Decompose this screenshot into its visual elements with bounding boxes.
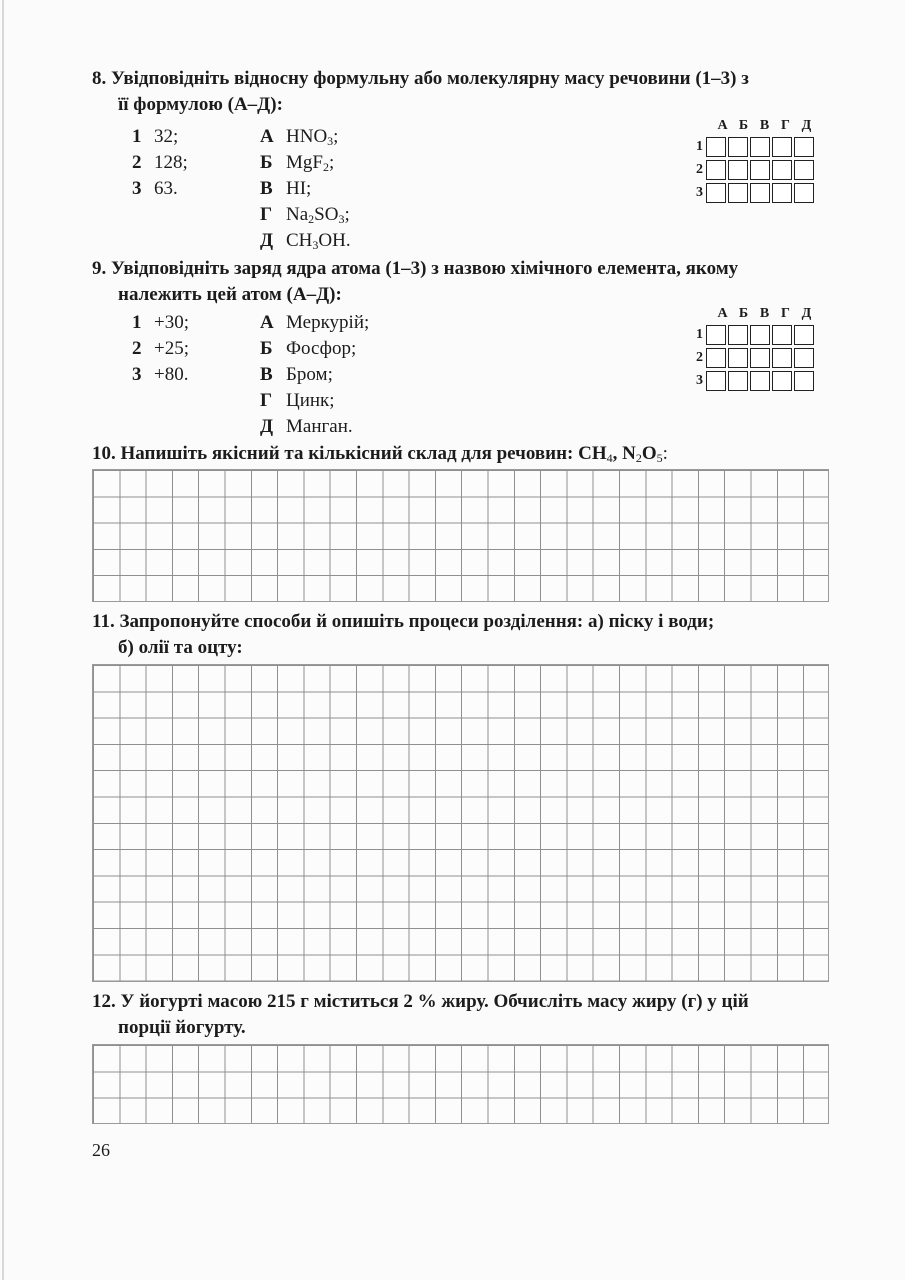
question-8-line1: 8. Увідповідніть відносну формульну або молекулярну масу речовини (1–3) з — [92, 68, 749, 89]
page-number: 26 — [92, 1140, 110, 1160]
answer-cell[interactable] — [750, 183, 770, 203]
option-g: Г Цинк; — [260, 390, 335, 411]
question-8-answer-grid: А Б В Г Д 1 2 3 — [696, 118, 826, 208]
option-b: Б MgF$_2$; — [260, 152, 335, 174]
answer-cell[interactable] — [706, 137, 726, 157]
question-9 — [92, 256, 842, 308]
option-v: В HI; — [260, 178, 312, 199]
answer-cell[interactable] — [772, 371, 792, 391]
question-10-text: 10. Напишіть якісний та кількісний склад для речовин: $CH_4$, $N_2O_5$: — [92, 443, 668, 465]
question-12 — [92, 989, 842, 1041]
question-11 — [92, 609, 842, 661]
answer-cell[interactable] — [728, 348, 748, 368]
question-8-number: 8. — [92, 68, 107, 89]
answer-cell[interactable] — [772, 348, 792, 368]
question-9-right-options — [260, 310, 369, 440]
answer-grid-area-10[interactable] — [92, 469, 829, 602]
answer-cell[interactable] — [750, 371, 770, 391]
question-8-right-options — [260, 124, 351, 254]
answer-grid-area-12[interactable] — [92, 1044, 829, 1124]
answer-cell[interactable] — [794, 348, 814, 368]
option-2: 2 +25; — [132, 338, 189, 359]
option-2: 2 128; — [132, 152, 188, 173]
option-v: В Бром; — [260, 364, 333, 385]
option-b: Б Фосфор; — [260, 338, 357, 359]
answer-cell[interactable] — [772, 160, 792, 180]
answer-cell[interactable] — [772, 183, 792, 203]
answer-cell[interactable] — [728, 183, 748, 203]
question-8 — [92, 66, 842, 118]
answer-cell[interactable] — [706, 371, 726, 391]
option-3: 3 +80. — [132, 364, 189, 385]
option-1: 1 +30; — [132, 312, 189, 333]
answer-cell[interactable] — [706, 160, 726, 180]
answer-grid-header: А Б В Г Д — [717, 118, 812, 133]
question-11-line2: б) олії та оцту: — [118, 637, 243, 658]
option-d: Д Манган. — [260, 416, 353, 437]
option-a: А $HNO_3$; — [260, 126, 339, 148]
answer-cell[interactable] — [794, 137, 814, 157]
answer-cell[interactable] — [750, 137, 770, 157]
question-9-answer-grid: А Б В Г Д 1 2 3 — [696, 306, 826, 396]
answer-cell[interactable] — [750, 348, 770, 368]
answer-cell[interactable] — [728, 160, 748, 180]
answer-cell[interactable] — [794, 325, 814, 345]
question-12-number: 12. — [92, 991, 116, 1012]
option-d: Д $CH_3OH$. — [260, 230, 351, 252]
question-8-line2: її формулою (А–Д): — [118, 94, 283, 115]
answer-cell[interactable] — [794, 371, 814, 391]
question-8-left-options — [132, 124, 188, 202]
answer-cell[interactable] — [728, 325, 748, 345]
option-g: Г $Na_2SO_3$; — [260, 204, 350, 226]
answer-cell[interactable] — [728, 137, 748, 157]
answer-cell[interactable] — [706, 183, 726, 203]
answer-cell[interactable] — [728, 371, 748, 391]
answer-cell[interactable] — [706, 348, 726, 368]
question-9-number: 9. — [92, 258, 107, 279]
answer-cell[interactable] — [794, 183, 814, 203]
answer-cell[interactable] — [772, 325, 792, 345]
question-9-line2: належить цей атом (А–Д): — [118, 284, 342, 305]
question-9-left-options — [132, 310, 189, 388]
question-11-line1: 11. Запропонуйте способи й опишіть процеси розділення: а) піску і води; — [92, 611, 715, 632]
question-10 — [92, 441, 842, 467]
question-12-line1: 12. У йогурті масою 215 г міститься 2 % жиру. Обчисліть масу жиру (г) у цій — [92, 991, 749, 1012]
option-a: А Меркурій; — [260, 312, 370, 333]
answer-grid-header: А Б В Г Д — [717, 306, 812, 321]
option-1: 1 32; — [132, 126, 179, 147]
answer-cell[interactable] — [750, 160, 770, 180]
answer-cell[interactable] — [750, 325, 770, 345]
option-3: 3 63. — [132, 178, 178, 199]
answer-cell[interactable] — [706, 325, 726, 345]
question-12-line2: порції йогурту. — [118, 1017, 246, 1038]
answer-grid-area-11[interactable] — [92, 664, 829, 982]
question-10-number: 10. — [92, 443, 116, 464]
answer-cell[interactable] — [772, 137, 792, 157]
question-9-line1: 9. Увідповідніть заряд ядра атома (1–3) з назвою хімічного елемента, якому — [92, 258, 739, 279]
question-11-number: 11. — [92, 611, 115, 632]
answer-cell[interactable] — [794, 160, 814, 180]
